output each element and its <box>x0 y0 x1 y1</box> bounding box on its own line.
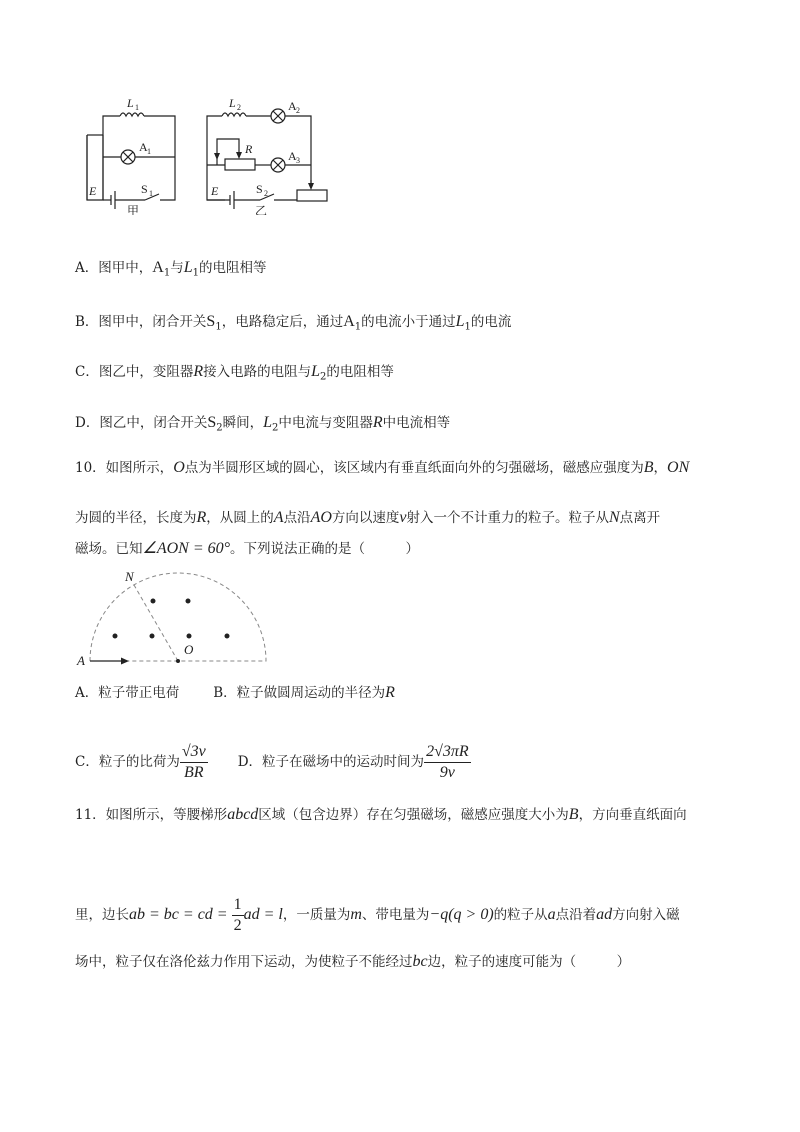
option-c: C．粒子的比荷为 <box>75 754 180 770</box>
fraction <box>424 742 471 783</box>
math: S <box>206 313 216 330</box>
option-b: B．粒子做圆周运动的半径为 <box>213 685 386 701</box>
caption-jia: 甲 <box>127 204 140 215</box>
text: 10．如图所示， <box>75 460 174 476</box>
sub: 2 <box>320 371 327 383</box>
text: 的电流小于通过 <box>361 314 456 330</box>
label-a2-sub: 2 <box>296 106 300 115</box>
semicircle-field-figure <box>75 568 285 668</box>
q9-option-a <box>75 258 266 284</box>
math: a <box>547 906 556 923</box>
origin-dot <box>176 659 180 663</box>
math: R <box>196 509 207 526</box>
label-n: N <box>125 569 134 584</box>
semicircle-boundary <box>90 573 266 661</box>
math: L <box>455 313 465 330</box>
q10-line-1 <box>75 458 689 478</box>
math: ∠AON = 60° <box>142 540 231 557</box>
text: 的电阻相等 <box>326 364 394 380</box>
text: 里，边长 <box>75 907 129 923</box>
text: 的电流 <box>470 314 512 330</box>
label-o: O <box>184 642 194 657</box>
text: 场中，粒子仅在洛伦兹力作用下运动，为使粒子不能经过 <box>75 954 413 970</box>
text: 方向射入磁 <box>612 907 680 923</box>
text: 接入电路的电阻与 <box>203 364 312 380</box>
denominator: 9v <box>439 764 455 781</box>
sub: 1 <box>354 321 362 333</box>
label-a1-sub: 1 <box>147 147 151 156</box>
text: 中电流相等 <box>382 415 451 431</box>
text: 、带电量为 <box>361 907 430 923</box>
math: abcd <box>227 806 259 823</box>
field-dot <box>150 634 155 639</box>
math: AO <box>310 509 332 526</box>
math: N <box>609 509 620 526</box>
text: 11．如图所示，等腰梯形 <box>75 807 228 823</box>
math: B <box>643 459 654 476</box>
numerator: 1 <box>232 895 244 916</box>
text: ，从圆上的 <box>206 510 274 526</box>
q9-option-b <box>75 312 511 338</box>
label-a1: A <box>139 140 148 154</box>
text: A．图甲中， <box>75 260 153 276</box>
math: L <box>311 363 321 380</box>
math: R <box>372 414 383 431</box>
label-a: A <box>77 653 85 668</box>
q11-line-2 <box>75 895 680 936</box>
radius-on <box>134 585 178 661</box>
math: R <box>385 684 395 701</box>
text: 点沿着 <box>555 907 597 923</box>
denominator: BR <box>184 764 204 781</box>
text: 的粒子从 <box>493 907 548 923</box>
q11-line-1 <box>75 805 687 825</box>
text: 。下列说法正确的是（ ） <box>230 541 420 557</box>
label-l1-sub: 1 <box>135 103 139 112</box>
option-a: A．粒子带正电荷 <box>75 685 180 701</box>
sub: 2 <box>216 422 223 434</box>
text: 边，粒子的速度可能为（ ） <box>427 954 631 970</box>
field-dot <box>186 599 191 604</box>
math: L <box>263 414 273 431</box>
text: D．图乙中，闭合开关 <box>75 415 208 431</box>
math: O <box>173 459 185 476</box>
math: R <box>193 363 204 380</box>
q10-line-3 <box>75 539 419 559</box>
caption-yi: 乙 <box>255 204 268 215</box>
sub: 1 <box>464 321 471 333</box>
denominator: 2 <box>233 917 242 934</box>
text: 点离开 <box>619 510 661 526</box>
q10-line-2 <box>75 508 660 528</box>
label-a3: A <box>288 149 297 163</box>
sub: 1 <box>163 267 171 279</box>
label-r: R <box>245 142 253 156</box>
label-l2-sub: 2 <box>237 103 241 112</box>
label-s1: S <box>141 182 148 196</box>
label-l1: L <box>127 96 134 110</box>
text: 区域（包含边界）存在匀强磁场，磁感应强度大小为 <box>258 807 569 823</box>
field-dot <box>151 599 156 604</box>
math: A <box>152 259 164 276</box>
math: ON <box>667 459 690 476</box>
field-dot <box>113 634 118 639</box>
q11-line-3 <box>75 952 630 972</box>
text: 与 <box>170 260 184 276</box>
text: C．图乙中，变阻器 <box>75 364 194 380</box>
math: −q(q > 0) <box>429 906 494 923</box>
math: ad <box>596 906 613 923</box>
text: 中电流与变阻器 <box>278 415 373 431</box>
math: v <box>399 509 407 526</box>
math: L <box>183 259 193 276</box>
text: 射入一个不计重力的粒子。粒子从 <box>406 510 609 526</box>
fraction <box>232 895 244 936</box>
sub: 1 <box>215 321 222 333</box>
text: 的电阻相等 <box>198 260 267 276</box>
circuit-diagrams <box>75 95 335 215</box>
q10-options-cd <box>75 742 471 783</box>
option-d: D．粒子在磁场中的运动时间为 <box>237 754 425 770</box>
label-s2-sub: 2 <box>264 189 268 198</box>
text: B．图甲中，闭合开关 <box>75 314 207 330</box>
math: ab = bc = cd = <box>129 906 232 923</box>
field-dot <box>225 634 230 639</box>
text: 磁场。已知 <box>75 541 143 557</box>
arrowhead <box>121 658 129 665</box>
text: 点沿 <box>283 510 311 526</box>
q9-option-d <box>75 413 450 439</box>
text: ，一质量为 <box>282 907 351 923</box>
math: bc <box>412 953 428 970</box>
math: A <box>343 313 355 330</box>
math: B <box>568 806 579 823</box>
math: m <box>350 906 362 923</box>
label-a2: A <box>288 99 297 113</box>
field-dot <box>187 634 192 639</box>
text: 方向以速度 <box>331 510 400 526</box>
fraction <box>180 742 208 783</box>
text: 瞬间， <box>222 415 264 431</box>
label-e-jia: E <box>89 184 97 198</box>
label-s2: S <box>256 182 263 196</box>
text: 为圆的半径，长度为 <box>75 510 197 526</box>
numerator: 2√3πR <box>424 742 471 763</box>
label-l2: L <box>229 96 236 110</box>
math: S <box>207 414 217 431</box>
q10-options-ab <box>75 683 395 703</box>
text: ， <box>653 460 668 476</box>
text: ，电路稳定后，通过 <box>221 314 344 330</box>
sub: 2 <box>272 422 279 434</box>
label-e-yi: E <box>211 184 219 198</box>
sub: 1 <box>192 267 199 279</box>
math: ad = l <box>243 906 283 923</box>
numerator: √3v <box>180 742 208 763</box>
label-s1-sub: 1 <box>149 189 153 198</box>
math: A <box>273 509 284 526</box>
text: ，方向垂直纸面向 <box>578 807 687 823</box>
text: 点为半圆形区域的圆心，该区域内有垂直纸面向外的匀强磁场，磁感应强度为 <box>184 460 644 476</box>
q9-option-c <box>75 362 394 388</box>
label-a3-sub: 3 <box>296 156 300 165</box>
